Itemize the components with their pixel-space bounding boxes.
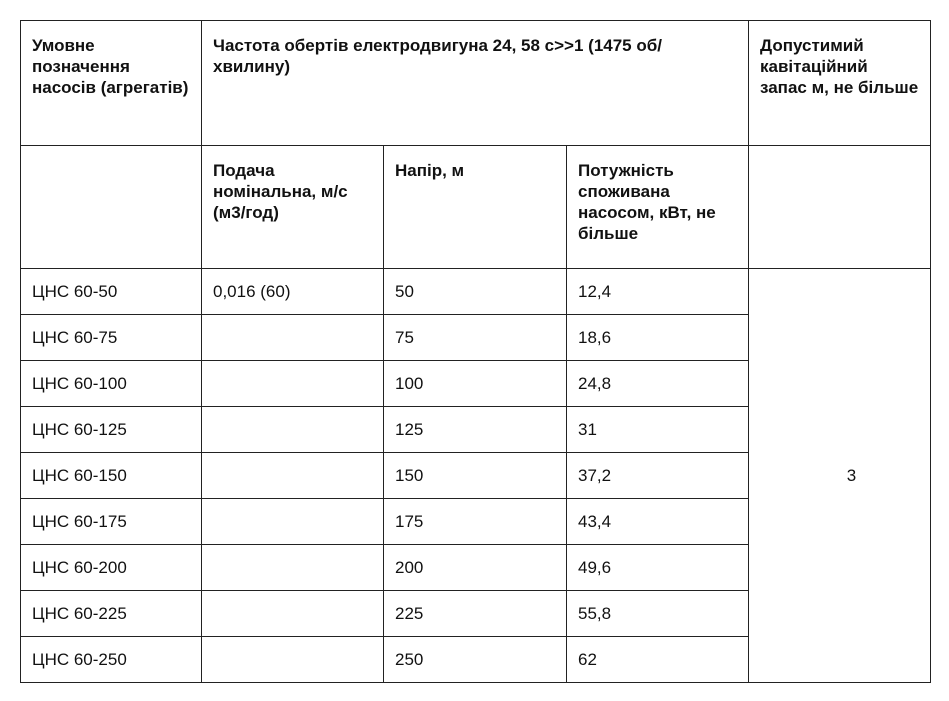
header-designation: Умовне позначення насосів (агрегатів): [21, 21, 202, 146]
cell-head: 150: [384, 453, 567, 499]
cell-model: ЦНС 60-100: [21, 361, 202, 407]
cell-power: 43,4: [567, 499, 749, 545]
cell-model: ЦНС 60-150: [21, 453, 202, 499]
cell-head: 250: [384, 637, 567, 683]
cell-head: 125: [384, 407, 567, 453]
cell-power: 49,6: [567, 545, 749, 591]
cell-flow: [202, 361, 384, 407]
cell-cavitation-value: 3: [749, 269, 931, 683]
subheader-head: Напір, м: [384, 146, 567, 269]
cell-power: 12,4: [567, 269, 749, 315]
table-row: [21, 269, 931, 315]
cell-power: 31: [567, 407, 749, 453]
cell-model: ЦНС 60-200: [21, 545, 202, 591]
subheader-power: Потужність споживана насосом, кВт, не більше: [567, 146, 749, 269]
cell-head: 50: [384, 269, 567, 315]
pump-spec-table: [20, 20, 931, 683]
cell-flow: [202, 407, 384, 453]
cell-power: 62: [567, 637, 749, 683]
cell-model: ЦНС 60-250: [21, 637, 202, 683]
header-frequency: Частота обертів електродвигуна 24, 58 c>>1 (1475 об/хвилину): [202, 21, 749, 146]
cell-power: 55,8: [567, 591, 749, 637]
cell-flow: [202, 453, 384, 499]
cell-power: 18,6: [567, 315, 749, 361]
cell-head: 75: [384, 315, 567, 361]
cell-power: 24,8: [567, 361, 749, 407]
cell-flow: [202, 637, 384, 683]
subheader-empty-right: [749, 146, 931, 269]
cell-head: 175: [384, 499, 567, 545]
cell-flow: [202, 591, 384, 637]
cell-model: ЦНС 60-50: [21, 269, 202, 315]
cell-head: 100: [384, 361, 567, 407]
cell-flow: [202, 545, 384, 591]
subheader-row: [21, 146, 931, 269]
header-row: [21, 21, 931, 146]
cell-power: 37,2: [567, 453, 749, 499]
cell-model: ЦНС 60-225: [21, 591, 202, 637]
cell-model: ЦНС 60-75: [21, 315, 202, 361]
cell-flow: [202, 315, 384, 361]
cell-head: 200: [384, 545, 567, 591]
cell-model: ЦНС 60-175: [21, 499, 202, 545]
subheader-flow: Подача номінальна, м/с (м3/год): [202, 146, 384, 269]
cell-flow: [202, 499, 384, 545]
header-cavitation: Допустимий кавітаційний запас м, не більше: [749, 21, 931, 146]
cell-model: ЦНС 60-125: [21, 407, 202, 453]
subheader-empty-left: [21, 146, 202, 269]
cell-flow: 0,016 (60): [202, 269, 384, 315]
cell-head: 225: [384, 591, 567, 637]
